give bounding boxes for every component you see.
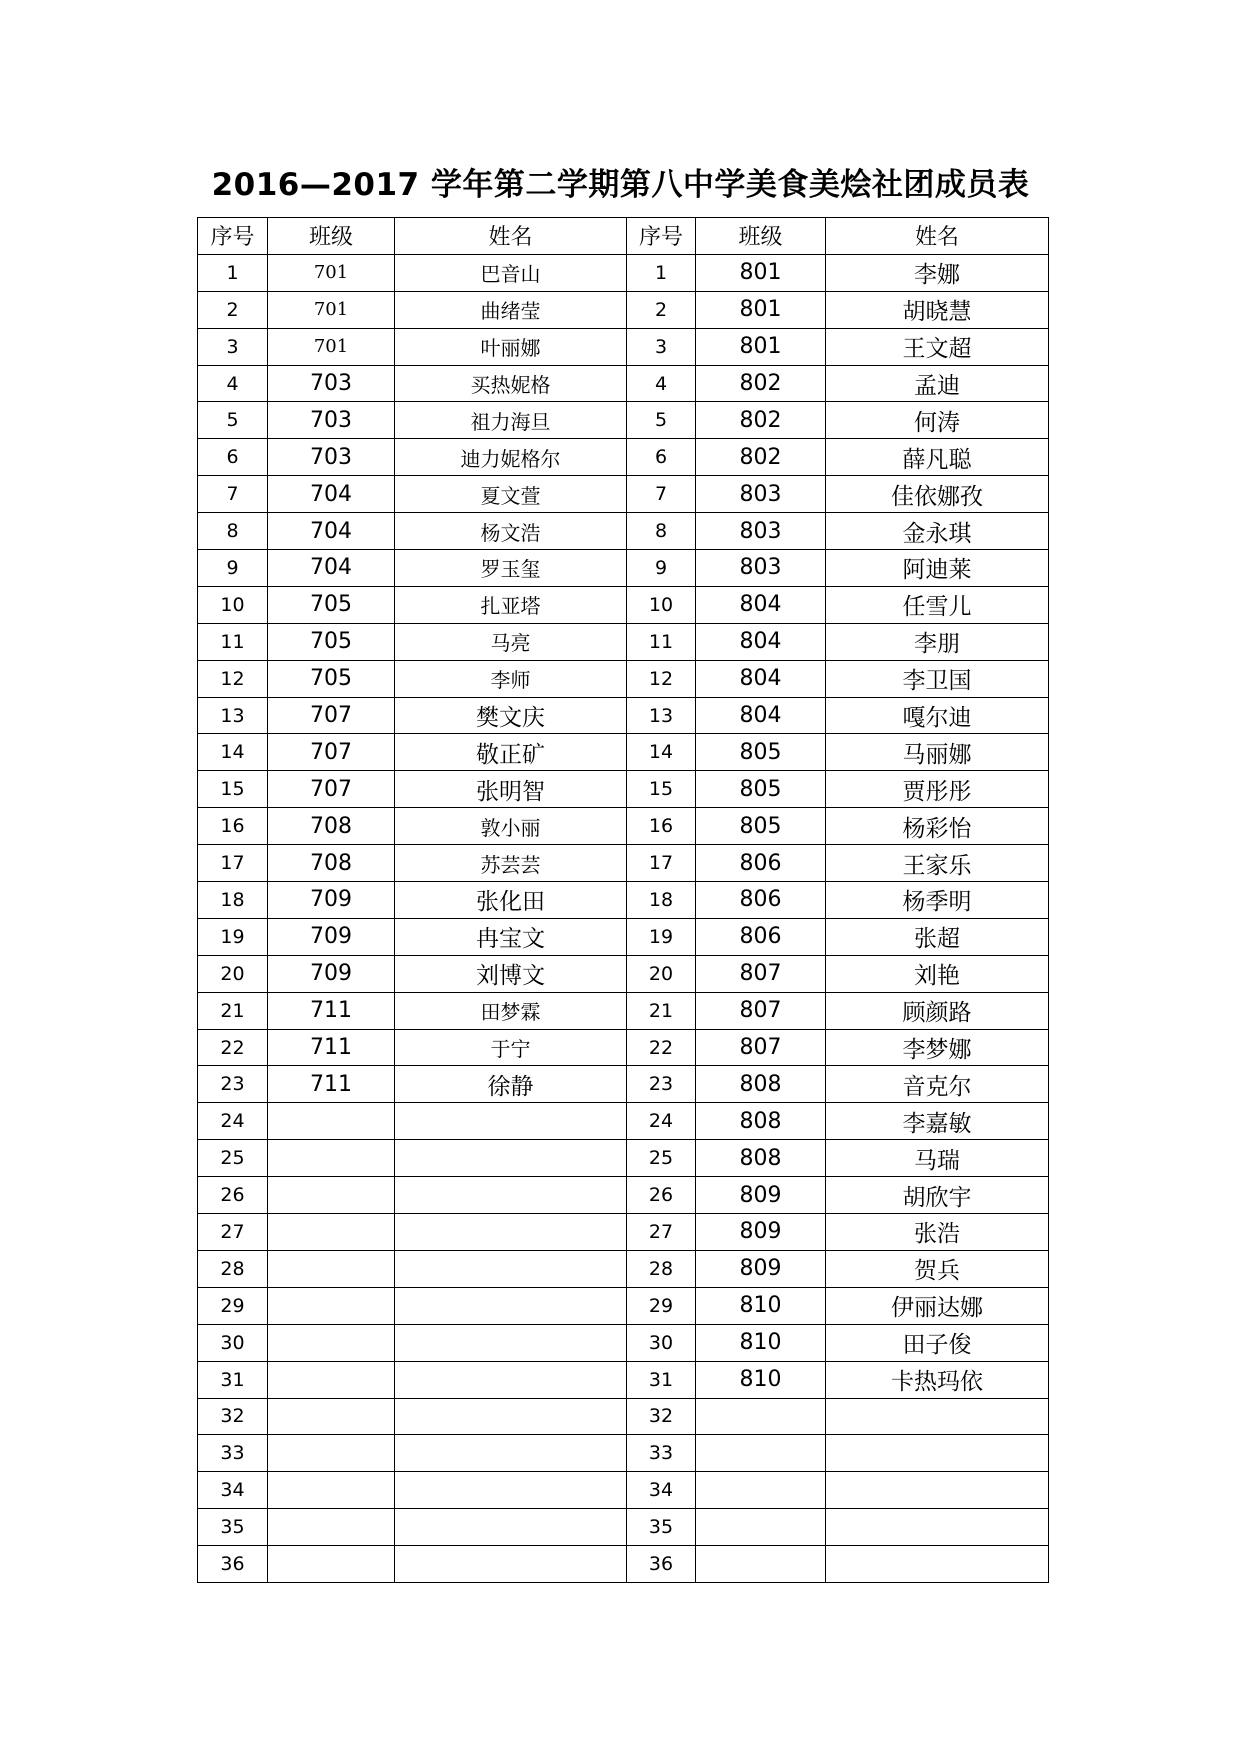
- header-class-left: 班级: [268, 218, 395, 255]
- left-seq-cell: 5: [198, 402, 268, 439]
- left-class-cell: 701: [268, 291, 395, 328]
- right-class-cell: 802: [696, 439, 826, 476]
- left-class-cell: [268, 1250, 395, 1287]
- right-seq-cell: 1: [627, 254, 696, 291]
- right-seq-cell: 30: [627, 1324, 696, 1361]
- right-name-cell: 胡欣宇: [826, 1177, 1049, 1214]
- left-seq-cell: 7: [198, 476, 268, 513]
- table-row: [198, 586, 1049, 623]
- left-name-cell: [395, 1435, 627, 1472]
- right-class-cell: 804: [696, 660, 826, 697]
- left-name-cell: 敦小丽: [395, 808, 627, 845]
- right-name-cell: 顾颜路: [826, 992, 1049, 1029]
- left-name-cell: [395, 1140, 627, 1177]
- table-row: [198, 734, 1049, 771]
- right-name-cell: 杨季明: [826, 882, 1049, 919]
- right-seq-cell: 16: [627, 808, 696, 845]
- right-class-cell: [696, 1435, 826, 1472]
- right-seq-cell: 29: [627, 1287, 696, 1324]
- header-seq-right: 序号: [627, 218, 696, 255]
- table-row: [198, 955, 1049, 992]
- left-name-cell: 李师: [395, 660, 627, 697]
- table-row: [198, 254, 1049, 291]
- right-class-cell: 803: [696, 550, 826, 587]
- left-name-cell: 马亮: [395, 623, 627, 660]
- right-seq-cell: 3: [627, 328, 696, 365]
- left-name-cell: [395, 1398, 627, 1435]
- right-class-cell: 805: [696, 734, 826, 771]
- table-row: [198, 1140, 1049, 1177]
- right-class-cell: 808: [696, 1103, 826, 1140]
- table-row: [198, 1509, 1049, 1546]
- right-class-cell: [696, 1509, 826, 1546]
- table-row: [198, 1398, 1049, 1435]
- right-class-cell: 804: [696, 586, 826, 623]
- right-class-cell: 805: [696, 771, 826, 808]
- table-row: [198, 550, 1049, 587]
- left-name-cell: 徐静: [395, 1066, 627, 1103]
- right-class-cell: 803: [696, 513, 826, 550]
- left-seq-cell: 21: [198, 992, 268, 1029]
- left-class-cell: [268, 1103, 395, 1140]
- right-seq-cell: 13: [627, 697, 696, 734]
- right-name-cell: 马丽娜: [826, 734, 1049, 771]
- right-class-cell: [696, 1472, 826, 1509]
- right-class-cell: 801: [696, 291, 826, 328]
- table-row: [198, 328, 1049, 365]
- right-name-cell: 孟迪: [826, 365, 1049, 402]
- left-seq-cell: 32: [198, 1398, 268, 1435]
- right-class-cell: [696, 1546, 826, 1583]
- right-class-cell: 807: [696, 955, 826, 992]
- left-class-cell: 704: [268, 476, 395, 513]
- left-class-cell: 708: [268, 845, 395, 882]
- left-name-cell: 苏芸芸: [395, 845, 627, 882]
- left-seq-cell: 26: [198, 1177, 268, 1214]
- left-name-cell: 巴音山: [395, 254, 627, 291]
- right-name-cell: [826, 1509, 1049, 1546]
- left-class-cell: [268, 1509, 395, 1546]
- left-class-cell: 703: [268, 402, 395, 439]
- table-row: [198, 660, 1049, 697]
- left-name-cell: [395, 1546, 627, 1583]
- left-class-cell: 711: [268, 1066, 395, 1103]
- table-row: [198, 845, 1049, 882]
- table-row: [198, 771, 1049, 808]
- right-seq-cell: 8: [627, 513, 696, 550]
- right-name-cell: 张浩: [826, 1214, 1049, 1251]
- right-name-cell: 贺兵: [826, 1250, 1049, 1287]
- left-seq-cell: 29: [198, 1287, 268, 1324]
- table-row: [198, 1066, 1049, 1103]
- left-class-cell: 707: [268, 771, 395, 808]
- left-name-cell: 迪力妮格尔: [395, 439, 627, 476]
- left-class-cell: 703: [268, 365, 395, 402]
- left-class-cell: 707: [268, 697, 395, 734]
- left-seq-cell: 10: [198, 586, 268, 623]
- table-row: [198, 918, 1049, 955]
- left-name-cell: 刘博文: [395, 955, 627, 992]
- table-row: [198, 1472, 1049, 1509]
- left-name-cell: [395, 1287, 627, 1324]
- right-seq-cell: 4: [627, 365, 696, 402]
- right-seq-cell: 31: [627, 1361, 696, 1398]
- left-seq-cell: 27: [198, 1214, 268, 1251]
- left-seq-cell: 20: [198, 955, 268, 992]
- right-class-cell: 808: [696, 1066, 826, 1103]
- table-row: [198, 992, 1049, 1029]
- left-class-cell: 704: [268, 513, 395, 550]
- right-seq-cell: 12: [627, 660, 696, 697]
- right-class-cell: 808: [696, 1140, 826, 1177]
- left-seq-cell: 6: [198, 439, 268, 476]
- right-seq-cell: 14: [627, 734, 696, 771]
- right-name-cell: [826, 1435, 1049, 1472]
- table-row: [198, 1029, 1049, 1066]
- right-class-cell: 810: [696, 1324, 826, 1361]
- right-name-cell: 金永琪: [826, 513, 1049, 550]
- right-class-cell: 807: [696, 1029, 826, 1066]
- left-name-cell: 叶丽娜: [395, 328, 627, 365]
- right-name-cell: [826, 1546, 1049, 1583]
- right-seq-cell: 17: [627, 845, 696, 882]
- left-seq-cell: 9: [198, 550, 268, 587]
- right-seq-cell: 18: [627, 882, 696, 919]
- right-name-cell: 佳依娜孜: [826, 476, 1049, 513]
- left-class-cell: 703: [268, 439, 395, 476]
- table-row: [198, 1361, 1049, 1398]
- right-name-cell: 阿迪莱: [826, 550, 1049, 587]
- left-name-cell: [395, 1472, 627, 1509]
- left-name-cell: 祖力海旦: [395, 402, 627, 439]
- left-class-cell: 701: [268, 328, 395, 365]
- left-seq-cell: 35: [198, 1509, 268, 1546]
- left-class-cell: 704: [268, 550, 395, 587]
- left-name-cell: 田梦霖: [395, 992, 627, 1029]
- right-seq-cell: 36: [627, 1546, 696, 1583]
- table-body: [198, 254, 1049, 1582]
- left-name-cell: [395, 1214, 627, 1251]
- left-seq-cell: 24: [198, 1103, 268, 1140]
- left-class-cell: [268, 1140, 395, 1177]
- left-seq-cell: 33: [198, 1435, 268, 1472]
- right-seq-cell: 6: [627, 439, 696, 476]
- right-class-cell: 804: [696, 697, 826, 734]
- right-name-cell: 李嘉敏: [826, 1103, 1049, 1140]
- left-name-cell: 张化田: [395, 882, 627, 919]
- left-seq-cell: 3: [198, 328, 268, 365]
- right-class-cell: 803: [696, 476, 826, 513]
- left-class-cell: [268, 1361, 395, 1398]
- right-name-cell: 李娜: [826, 254, 1049, 291]
- right-seq-cell: 32: [627, 1398, 696, 1435]
- right-name-cell: 胡晓慧: [826, 291, 1049, 328]
- left-name-cell: [395, 1324, 627, 1361]
- table-row: [198, 1546, 1049, 1583]
- table-row: [198, 439, 1049, 476]
- table-row: [198, 476, 1049, 513]
- right-class-cell: 809: [696, 1177, 826, 1214]
- header-name-right: 姓名: [826, 218, 1049, 255]
- right-class-cell: 809: [696, 1214, 826, 1251]
- left-seq-cell: 1: [198, 254, 268, 291]
- left-class-cell: [268, 1177, 395, 1214]
- left-seq-cell: 28: [198, 1250, 268, 1287]
- right-seq-cell: 15: [627, 771, 696, 808]
- right-name-cell: [826, 1398, 1049, 1435]
- right-class-cell: 806: [696, 845, 826, 882]
- right-seq-cell: 23: [627, 1066, 696, 1103]
- left-name-cell: 罗玉玺: [395, 550, 627, 587]
- table-row: [198, 697, 1049, 734]
- left-seq-cell: 8: [198, 513, 268, 550]
- right-class-cell: 801: [696, 254, 826, 291]
- left-name-cell: [395, 1177, 627, 1214]
- left-class-cell: 701: [268, 254, 395, 291]
- left-seq-cell: 14: [198, 734, 268, 771]
- right-class-cell: 806: [696, 882, 826, 919]
- right-name-cell: [826, 1472, 1049, 1509]
- table-row: [198, 623, 1049, 660]
- left-name-cell: 买热妮格: [395, 365, 627, 402]
- left-name-cell: 曲绪莹: [395, 291, 627, 328]
- table-row: [198, 882, 1049, 919]
- right-seq-cell: 33: [627, 1435, 696, 1472]
- right-name-cell: 薛凡聪: [826, 439, 1049, 476]
- right-name-cell: 张超: [826, 918, 1049, 955]
- table-row: [198, 808, 1049, 845]
- table-row: [198, 1214, 1049, 1251]
- right-name-cell: 任雪儿: [826, 586, 1049, 623]
- table-row: [198, 291, 1049, 328]
- right-seq-cell: 35: [627, 1509, 696, 1546]
- left-seq-cell: 30: [198, 1324, 268, 1361]
- right-class-cell: 806: [696, 918, 826, 955]
- left-name-cell: 杨文浩: [395, 513, 627, 550]
- table-row: [198, 1324, 1049, 1361]
- header-seq-left: 序号: [198, 218, 268, 255]
- left-seq-cell: 16: [198, 808, 268, 845]
- left-seq-cell: 17: [198, 845, 268, 882]
- left-name-cell: 樊文庆: [395, 697, 627, 734]
- right-seq-cell: 34: [627, 1472, 696, 1509]
- table-row: [198, 1103, 1049, 1140]
- table-row: [198, 402, 1049, 439]
- left-seq-cell: 34: [198, 1472, 268, 1509]
- left-class-cell: 709: [268, 918, 395, 955]
- right-seq-cell: 28: [627, 1250, 696, 1287]
- table-header-row: [198, 218, 1049, 255]
- header-class-right: 班级: [696, 218, 826, 255]
- left-seq-cell: 11: [198, 623, 268, 660]
- left-name-cell: 夏文萱: [395, 476, 627, 513]
- left-class-cell: [268, 1546, 395, 1583]
- right-seq-cell: 7: [627, 476, 696, 513]
- left-name-cell: 冉宝文: [395, 918, 627, 955]
- left-seq-cell: 4: [198, 365, 268, 402]
- left-class-cell: [268, 1398, 395, 1435]
- right-name-cell: 音克尔: [826, 1066, 1049, 1103]
- left-class-cell: 705: [268, 586, 395, 623]
- right-class-cell: [696, 1398, 826, 1435]
- table-row: [198, 1250, 1049, 1287]
- right-class-cell: 805: [696, 808, 826, 845]
- left-seq-cell: 31: [198, 1361, 268, 1398]
- right-class-cell: 809: [696, 1250, 826, 1287]
- right-name-cell: 马瑞: [826, 1140, 1049, 1177]
- right-name-cell: 李梦娜: [826, 1029, 1049, 1066]
- left-seq-cell: 18: [198, 882, 268, 919]
- table-row: [198, 365, 1049, 402]
- right-class-cell: 802: [696, 365, 826, 402]
- right-seq-cell: 26: [627, 1177, 696, 1214]
- left-name-cell: [395, 1509, 627, 1546]
- left-seq-cell: 36: [198, 1546, 268, 1583]
- right-seq-cell: 20: [627, 955, 696, 992]
- right-name-cell: 贾彤彤: [826, 771, 1049, 808]
- right-name-cell: 李朋: [826, 623, 1049, 660]
- right-name-cell: 王家乐: [826, 845, 1049, 882]
- header-name-left: 姓名: [395, 218, 627, 255]
- left-seq-cell: 2: [198, 291, 268, 328]
- left-seq-cell: 22: [198, 1029, 268, 1066]
- right-seq-cell: 19: [627, 918, 696, 955]
- right-name-cell: 嘎尔迪: [826, 697, 1049, 734]
- left-class-cell: [268, 1324, 395, 1361]
- left-class-cell: 711: [268, 1029, 395, 1066]
- right-class-cell: 807: [696, 992, 826, 1029]
- right-class-cell: 810: [696, 1287, 826, 1324]
- table-row: [198, 1177, 1049, 1214]
- right-name-cell: 田子俊: [826, 1324, 1049, 1361]
- left-class-cell: [268, 1435, 395, 1472]
- left-seq-cell: 25: [198, 1140, 268, 1177]
- right-class-cell: 810: [696, 1361, 826, 1398]
- left-class-cell: 705: [268, 660, 395, 697]
- left-seq-cell: 12: [198, 660, 268, 697]
- left-class-cell: 705: [268, 623, 395, 660]
- left-name-cell: [395, 1103, 627, 1140]
- right-name-cell: 伊丽达娜: [826, 1287, 1049, 1324]
- left-name-cell: [395, 1361, 627, 1398]
- left-class-cell: [268, 1472, 395, 1509]
- left-seq-cell: 19: [198, 918, 268, 955]
- right-seq-cell: 2: [627, 291, 696, 328]
- right-class-cell: 801: [696, 328, 826, 365]
- right-class-cell: 804: [696, 623, 826, 660]
- left-seq-cell: 23: [198, 1066, 268, 1103]
- left-seq-cell: 13: [198, 697, 268, 734]
- left-class-cell: 711: [268, 992, 395, 1029]
- left-name-cell: 张明智: [395, 771, 627, 808]
- right-seq-cell: 24: [627, 1103, 696, 1140]
- left-class-cell: 709: [268, 955, 395, 992]
- right-name-cell: 何涛: [826, 402, 1049, 439]
- right-seq-cell: 22: [627, 1029, 696, 1066]
- left-class-cell: 709: [268, 882, 395, 919]
- left-name-cell: 于宁: [395, 1029, 627, 1066]
- right-name-cell: 刘艳: [826, 955, 1049, 992]
- page-title: 2016—2017 学年第二学期第八中学美食美烩社团成员表: [211, 167, 1030, 203]
- right-name-cell: 卡热玛依: [826, 1361, 1049, 1398]
- right-name-cell: 王文超: [826, 328, 1049, 365]
- right-name-cell: 李卫国: [826, 660, 1049, 697]
- right-seq-cell: 11: [627, 623, 696, 660]
- table-row: [198, 513, 1049, 550]
- left-name-cell: 扎亚塔: [395, 586, 627, 623]
- left-name-cell: 敬正矿: [395, 734, 627, 771]
- right-seq-cell: 5: [627, 402, 696, 439]
- right-class-cell: 802: [696, 402, 826, 439]
- left-seq-cell: 15: [198, 771, 268, 808]
- right-seq-cell: 10: [627, 586, 696, 623]
- member-table: [197, 217, 1049, 1583]
- left-class-cell: [268, 1287, 395, 1324]
- left-name-cell: [395, 1250, 627, 1287]
- right-seq-cell: 27: [627, 1214, 696, 1251]
- left-class-cell: 708: [268, 808, 395, 845]
- right-seq-cell: 9: [627, 550, 696, 587]
- table-row: [198, 1435, 1049, 1472]
- right-name-cell: 杨彩怡: [826, 808, 1049, 845]
- table-row: [198, 1287, 1049, 1324]
- left-class-cell: [268, 1214, 395, 1251]
- left-class-cell: 707: [268, 734, 395, 771]
- right-seq-cell: 21: [627, 992, 696, 1029]
- right-seq-cell: 25: [627, 1140, 696, 1177]
